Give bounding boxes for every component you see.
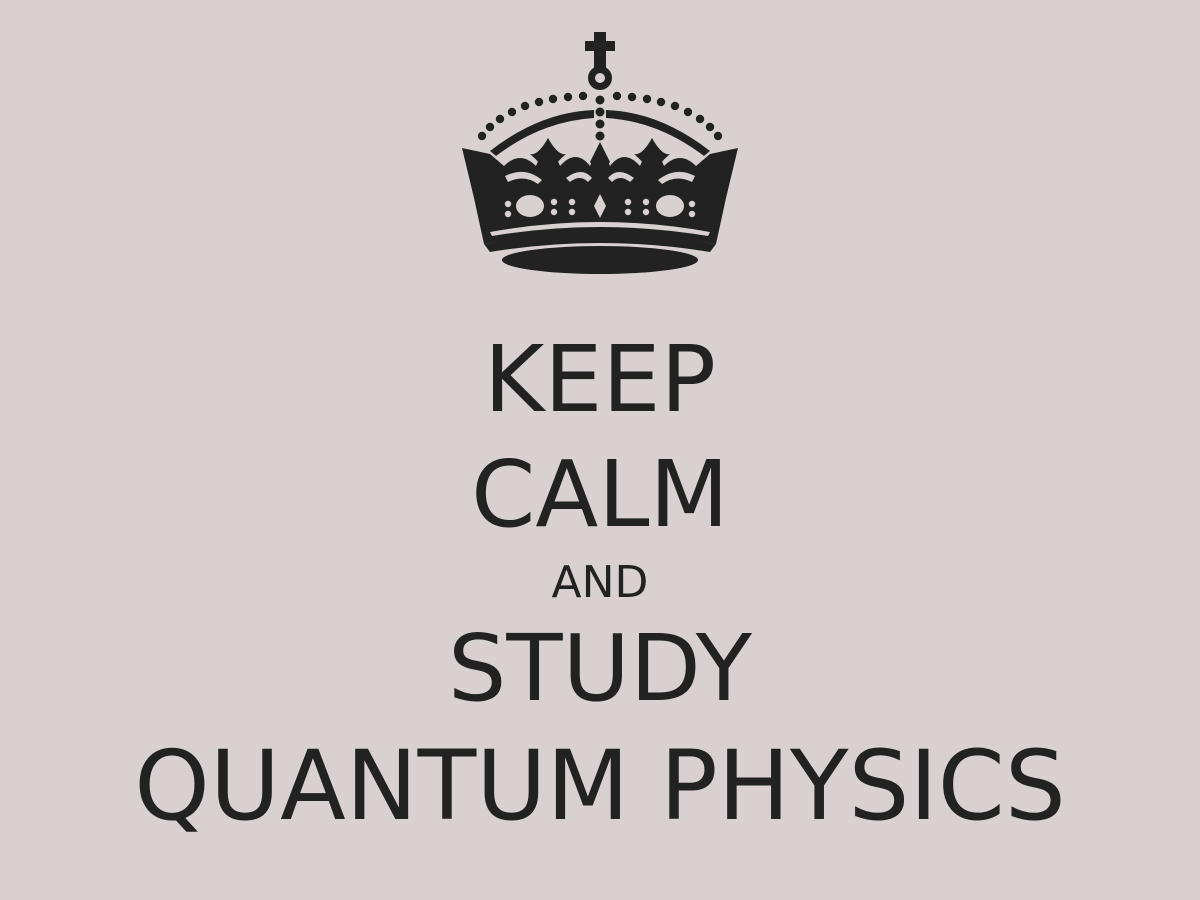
headline-and: AND [551,557,649,608]
headline-keep: KEEP [483,326,717,433]
headline-quantum-physics: QUANTUM PHYSICS [134,730,1066,842]
headline-calm: CALM [471,441,729,548]
crown-icon [450,26,750,276]
headline-study: STUDY [448,615,752,722]
